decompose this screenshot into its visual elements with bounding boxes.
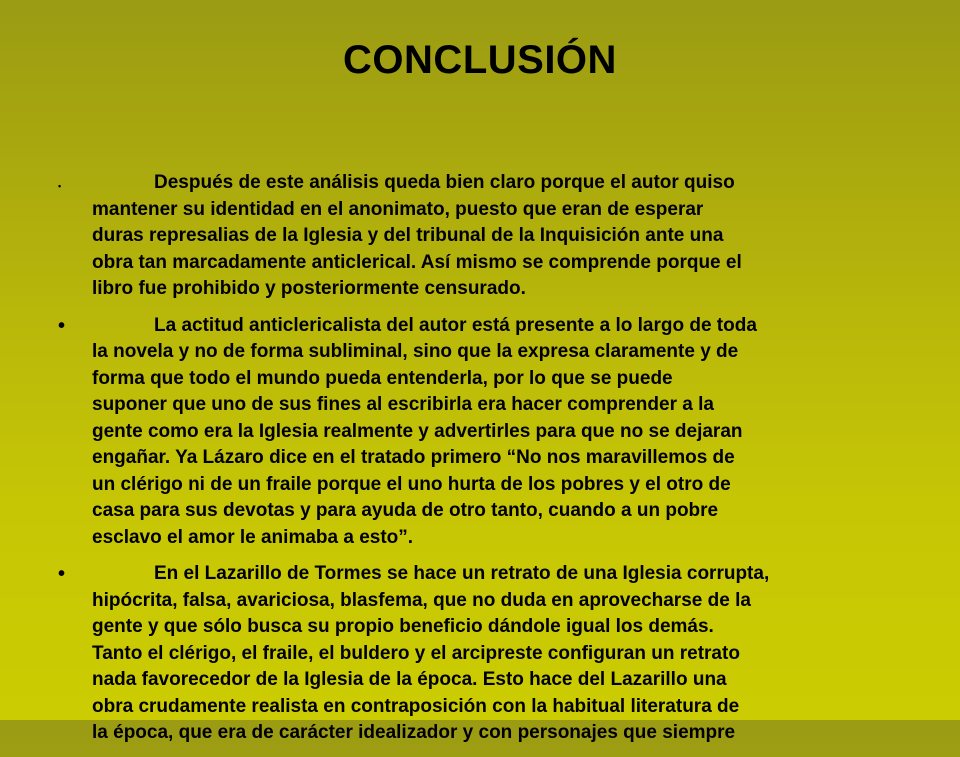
bullet-marker: • — [58, 563, 66, 585]
slide-title: CONCLUSIÓN — [343, 38, 617, 82]
bullet-item-1 — [58, 170, 910, 303]
bullet-item-2 — [58, 313, 910, 552]
bullet-text: En el Lazarillo de Tormes se hace un retrato de una Iglesia corrupta, hipócrita, falsa, avariciosa, blasfema, que no duda en aprovecharse de la gente y que sólo busca su propio beneficio dándole igual los demás. Tanto el clérigo, el fraile, el buldero y el arcipreste configuran un retrato nada favorecedor de la Iglesia de la época. Esto hace del Lazarillo una obra crudamente realista en contraposición con la habitual literatura de la época, que era de carácter idealizador y con personajes que siempre — [92, 563, 770, 743]
bullet-item-3 — [58, 561, 910, 747]
bullet-marker: • — [58, 181, 62, 191]
bullet-text: Después de este análisis queda bien claro porque el autor quiso mantener su identidad en el anonimato, puesto que eran de esperar duras represalias de la Iglesia y del tribunal de la Inquisición ante una obra tan marcadamente anticlerical. Así mismo se comprende porque el libro fue prohibido y posteriormente censurado. — [92, 172, 742, 299]
bullet-marker: • — [58, 314, 66, 337]
bullet-text: La actitud anticlericalista del autor está presente a lo largo de toda la novela y no de forma subliminal, sino que la expresa claramente y de forma que todo el mundo pueda entenderla, por lo que se puede suponer que uno de sus fines al escribirla era hacer comprender a la gente como era la Iglesia realmente y advertirles para que no se dejaran engañar. Ya Lázaro dice en el tratado primero “No nos maravillemos de un clérigo ni de un fraile porque el uno hurta de los pobres y el otro de casa para sus devotas y para ayuda de otro tanto, cuando a un pobre esclavo el amor le animaba a esto”. — [92, 314, 757, 548]
bullet-list — [58, 170, 910, 757]
